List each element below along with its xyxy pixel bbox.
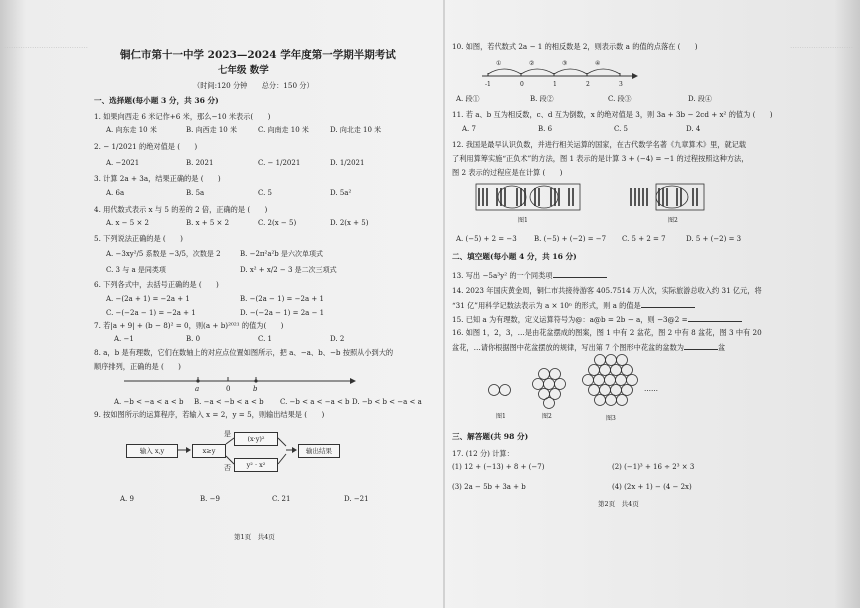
question-1: 1. 如果向西走 6 米记作+6 米，那么−10 米表示( ) (94, 112, 271, 121)
answer-blank-15[interactable] (688, 314, 742, 322)
q6-option-c: C. −(−2a − 1) = −2a + 1 (106, 309, 196, 317)
figure-2-caption: 图2 (668, 217, 678, 224)
question-15-text: 15. 已知 a 为有理数，定义运算符号为@：a@b = 2b − a，则 −3@2 = (452, 315, 688, 324)
flow-input-box: 输入 x,y (126, 444, 178, 458)
q11-option-d: D. 4 (686, 125, 701, 133)
q12-option-b: B. (−5) + (−2) = −7 (534, 235, 607, 243)
question-12-line-1: 12. 我国是最早认识负数，并进行相关运算的国家，在古代数学名著《九章算术》里，就记载 (452, 140, 747, 149)
question-13 (452, 270, 607, 281)
question-16-line-1: 16. 如图 1，2，3，…是由花盆摆成的图案，图 1 中有 2 盆花，图 2 中有 8 盆花，图 3 中有 20 (452, 328, 762, 337)
q17-item-4: (4) (2x + 1) − (4 − 2x) (612, 483, 692, 491)
q1-option-c: C. 向南走 10 米 (258, 126, 309, 134)
axis-label-b: b (253, 385, 258, 393)
q5-option-c: C. 3 与 a 是同类项 (106, 266, 166, 274)
counting-rods-figures (476, 182, 756, 220)
q11-option-b: B. 6 (538, 125, 553, 133)
question-13-text: 13. 写出 −5a³y² 的一个同类项 (452, 271, 553, 280)
section-fill-heading: 二、填空题(每小题 4 分，共 16 分) (452, 252, 577, 261)
q6-option-d: D. −(−2a − 1) = 2a − 1 (240, 309, 325, 317)
q1-option-a: A. 向东走 10 米 (106, 126, 157, 134)
q7-option-d: D. 2 (330, 335, 345, 343)
q2-option-b: B. 2021 (186, 159, 214, 167)
question-8-line-2: 顺序排列，正确的是 ( ) (94, 362, 181, 371)
q8-option-d: D. −b < b < −a < a (352, 398, 422, 406)
section-answer-heading: 三、解答题(共 98 分) (452, 432, 529, 441)
q3-option-a: A. 6a (106, 189, 125, 197)
segment-1-label: ① (496, 60, 502, 67)
pattern-figure-2-caption: 图2 (542, 413, 552, 420)
q1-option-b: B. 向西走 10 米 (186, 126, 237, 134)
q7-option-c: C. 1 (258, 335, 273, 343)
question-14-text: “31 亿”用科学记数法表示为 a × 10ⁿ 的形式，则 a 的值是 (452, 301, 641, 310)
q2-option-c: C. − 1/2021 (258, 159, 301, 167)
bleed-through-right: ……………………… (790, 42, 853, 50)
q11-option-a: A. 7 (462, 125, 476, 133)
q10-option-a: A. 段① (456, 95, 480, 103)
q3-option-d: D. 5a² (330, 189, 352, 197)
exam-page-2 (448, 12, 778, 602)
flow-yes-box: (x·y)² (234, 432, 278, 446)
question-17: 17. (12 分) 计算： (452, 449, 514, 458)
q5-option-b: B. −2π²a²b 是六次单项式 (240, 250, 324, 258)
q17-item-1: (1) 12 + (−13) + 8 + (−7) (452, 463, 545, 471)
exam-subtitle: 七年级 数学 (218, 65, 269, 76)
q17-item-3: (3) 2a − 5b + 3a + b (452, 483, 526, 491)
q10-option-d: D. 段④ (688, 95, 712, 103)
q12-option-d: D. 5 + (−2) = 3 (686, 235, 742, 243)
q8-option-b: B. −a < −b < a < b (194, 398, 264, 406)
axis-label-a: a (195, 385, 200, 393)
question-3: 3. 计算 2a + 3a，结果正确的是 ( ) (94, 174, 221, 183)
flow-yes-label: 是 (224, 430, 231, 438)
q11-option-c: C. 5 (614, 125, 629, 133)
q6-option-a: A. −(2a + 1) = −2a + 1 (106, 295, 190, 303)
answer-blank-14[interactable] (641, 300, 695, 308)
q9-option-a: A. 9 (120, 495, 134, 503)
page-2-footer: 第2页 共4页 (598, 500, 639, 508)
q5-option-d: D. x² + x/2 − 3 是二次三项式 (240, 266, 337, 274)
question-5: 5. 下列说法正确的是 ( ) (94, 234, 183, 243)
axis-tick-1: 1 (553, 81, 557, 88)
axis-tick-0: 0 (520, 81, 524, 88)
segment-4-label: ④ (595, 60, 601, 67)
section-choice-heading: 一、选择题(每小题 3 分，共 36 分) (94, 96, 219, 105)
question-9: 9. 按如图所示的运算程序，若输入 x = 2，y = 5，则输出结果是 ( ) (94, 410, 325, 419)
q4-option-d: D. 2(x + 5) (330, 219, 369, 227)
flow-no-box: y² · x² (234, 458, 278, 472)
q9-option-d: D. −21 (344, 495, 369, 503)
question-4: 4. 用代数式表示 x 与 5 的差的 2 倍，正确的是 ( ) (94, 205, 268, 214)
axis-tick-neg1: -1 (485, 81, 491, 88)
q1-option-d: D. 向北走 10 米 (330, 126, 382, 134)
bleed-through-left: ……………………………… (4, 42, 88, 50)
question-15 (452, 314, 742, 325)
page-1-footer: 第1页 共4页 (234, 533, 275, 541)
q8-option-a: A. −b < −a < a < b (114, 398, 184, 406)
axis-tick-2: 2 (586, 81, 590, 88)
q17-item-2: (2) (−1)³ + 16 ÷ 2³ × 3 (612, 463, 695, 471)
question-10: 10. 如图，若代数式 2a − 1 的相反数是 2，则表示数 a 的值的点落在 ( ) (452, 42, 698, 51)
question-14-line-2 (452, 300, 695, 311)
question-14-line-1: 14. 2023 年国庆黄金周，铜仁市共接待游客 405.7514 万人次，实际旅游总收入约 31 亿元，将 (452, 286, 762, 295)
q12-option-c: C. 5 + 2 = 7 (622, 235, 666, 243)
flower-pot-pattern (476, 350, 736, 412)
q2-option-d: D. 1/2021 (330, 159, 365, 167)
q10-option-c: C. 段③ (608, 95, 632, 103)
figure-1-caption: 图1 (518, 217, 528, 224)
q12-option-a: A. (−5) + 2 = −3 (456, 235, 517, 243)
question-12-line-2: 了利用算筹实施“正负术”的方法，图 1 表示的是计算 3 + (−4) = −1 的过程按照这种方法， (452, 154, 749, 163)
axis-tick-3: 3 (619, 81, 623, 88)
q9-option-b: B. −9 (200, 495, 220, 503)
flow-no-label: 否 (224, 464, 231, 472)
q4-option-a: A. x − 5 × 2 (106, 219, 149, 227)
q3-option-b: B. 5a (186, 189, 205, 197)
q6-option-b: B. −(2a − 1) = −2a + 1 (240, 295, 324, 303)
question-11: 11. 若 a、b 互为相反数，c、d 互为倒数，x 的绝对值是 3，则 3a + 3b − 2cd + x² 的值为 ( ) (452, 110, 773, 119)
pattern-figure-3-caption: 图3 (606, 415, 616, 422)
pattern-figure-1-caption: 图1 (496, 413, 506, 420)
q4-option-b: B. x + 5 × 2 (186, 219, 230, 227)
number-line-q8 (124, 370, 354, 394)
question-12-line-3: 图 2 表示的过程应是在计算 ( ) (452, 168, 563, 177)
question-7: 7. 若|a + 9| + (b − 8)² = 0，则(a + b)²⁰²¹ 的值为( ) (94, 321, 284, 330)
question-16-text: 盆花，…请你根据图中花盆摆放的规律，写出第 7 个图形中花盆的盆数为 (452, 343, 684, 352)
pattern-ellipsis: …… (644, 385, 658, 393)
question-2: 2. − 1/2021 的绝对值是 ( ) (94, 142, 198, 151)
q5-option-a: A. −3xy²/5 系数是 −3/5，次数是 2 (106, 250, 221, 258)
question-8-line-1: 8. a，b 是有理数，它们在数轴上的对应点位置如图所示，把 a、−a、b、−b 按照从小到大的 (94, 348, 394, 357)
q2-option-a: A. −2021 (106, 159, 140, 167)
flow-output-box: 输出结果 (298, 444, 340, 458)
q7-option-a: A. −1 (114, 335, 134, 343)
q7-option-b: B. 0 (186, 335, 201, 343)
q10-option-b: B. 段② (530, 95, 554, 103)
flow-condition-box: x≥y (192, 444, 226, 458)
q4-option-c: C. 2(x − 5) (258, 219, 297, 227)
q3-option-c: C. 5 (258, 189, 273, 197)
segment-3-label: ③ (562, 60, 568, 67)
q8-option-c: C. −b < a < −a < b (280, 398, 350, 406)
segment-2-label: ② (529, 60, 535, 67)
axis-label-zero: 0 (226, 385, 231, 393)
answer-blank-16[interactable] (684, 342, 718, 350)
question-16-unit: 盆 (717, 343, 726, 352)
q9-option-c: C. 21 (272, 495, 291, 503)
question-6: 6. 下列各式中，去括号正确的是 ( ) (94, 280, 219, 289)
fold-line (443, 0, 445, 608)
exam-page-1 (90, 12, 440, 602)
exam-meta: （时间:120 分钟 总分：150 分） (193, 81, 314, 90)
answer-blank-13[interactable] (553, 270, 607, 278)
exam-title: 铜仁市第十一中学 2023—2024 学年度第一学期半期考试 (120, 49, 396, 61)
